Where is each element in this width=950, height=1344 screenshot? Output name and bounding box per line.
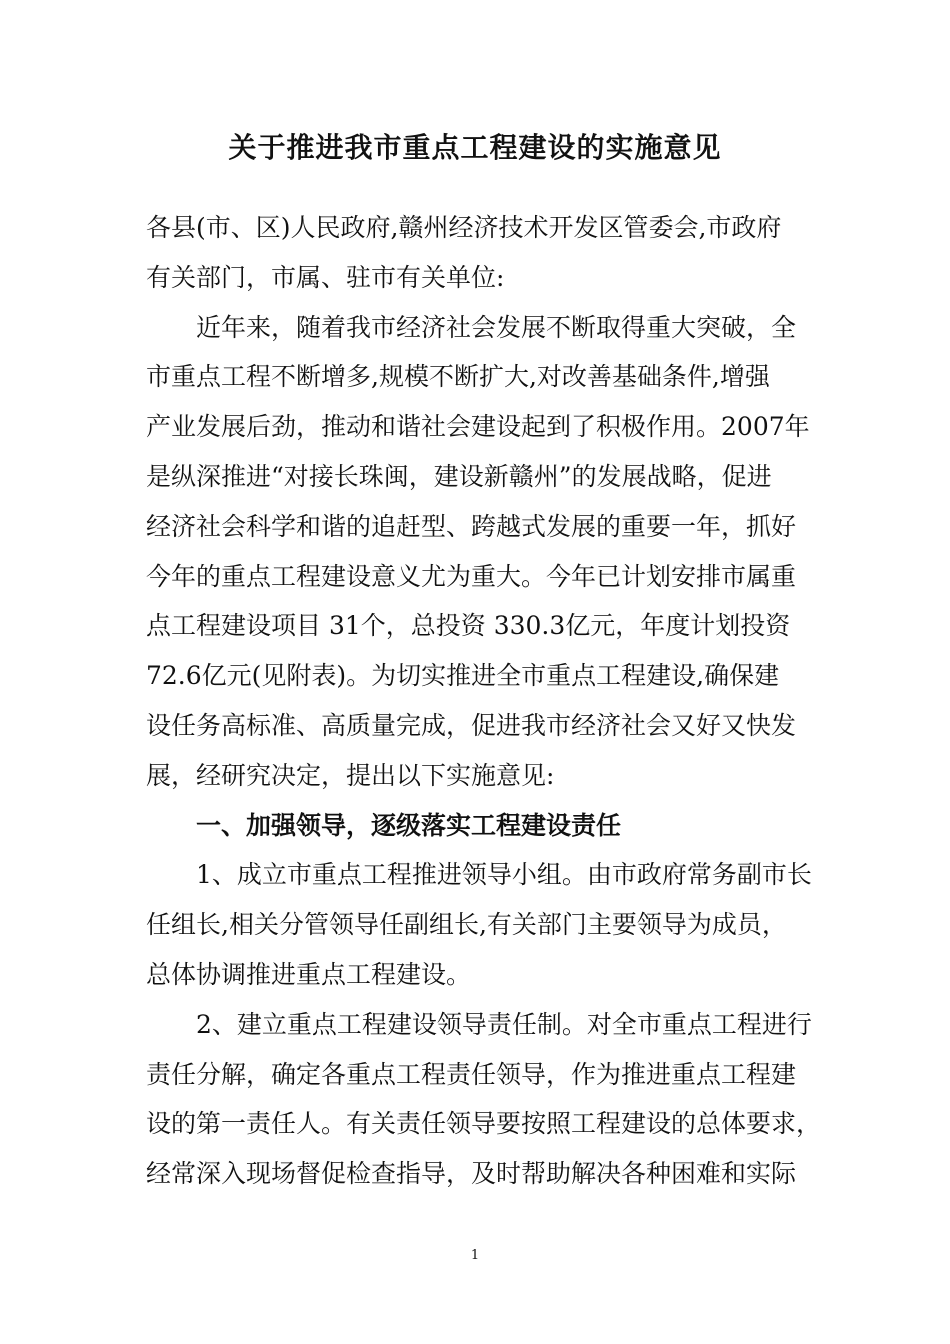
body-line: 责任分解，确定各重点工程责任领导，作为推进重点工程建 [146,1059,797,1089]
body-line: 是纵深推进“对接长珠闽，建设新赣州”的发展战略，促进 [146,461,772,491]
body-line: 经常深入现场督促检查指导，及时帮助解决各种困难和实际 [146,1159,797,1189]
body-line: 今年的重点工程建设意义尤为重大。今年已计划安排市属重 [146,561,797,591]
section-heading: 一、加强领导，逐级落实工程建设责任 [146,810,622,840]
body-line: 市重点工程不断增多,规模不断扩大,对改善基础条件,增强 [146,362,770,392]
body-line: 有关部门，市属、驻市有关单位: [146,262,505,292]
body-line: 72.6亿元(见附表)。为切实推进全市重点工程建设,确保建 [146,661,780,691]
body-line: 总体协调推进重点工程建设。 [146,959,472,989]
body-line: 点工程建设项目 31个，总投资 330.3亿元，年度计划投资 [146,611,791,641]
document-title: 关于推进我市重点工程建设的实施意见 [228,131,722,164]
body-line: 任组长,相关分管领导任副组长,有关部门主要领导为成员， [146,910,787,940]
document-body [146,203,826,1199]
body-line: 展，经研究决定，提出以下实施意见: [146,760,555,790]
body-line: 产业发展后劲，推动和谐社会建设起到了积极作用。2007年 [146,412,810,442]
body-line: 近年来，随着我市经济社会发展不断取得重大突破，全 [146,312,797,342]
body-line: 2、建立重点工程建设领导责任制。对全市重点工程进行 [146,1009,812,1039]
body-line: 1、成立市重点工程推进领导小组。由市政府常务副市长 [146,860,812,890]
page-number: 1 [470,1248,480,1263]
body-line: 设任务高标准、高质量完成，促进我市经济社会又好又快发 [146,710,797,740]
body-line: 设的第一责任人。有关责任领导要按照工程建设的总体要求， [146,1109,822,1139]
body-line: 经济社会科学和谐的追赶型、跨越式发展的重要一年，抓好 [146,511,797,541]
body-line: 各县(市、区)人民政府,赣州经济技术开发区管委会,市政府 [146,213,782,242]
